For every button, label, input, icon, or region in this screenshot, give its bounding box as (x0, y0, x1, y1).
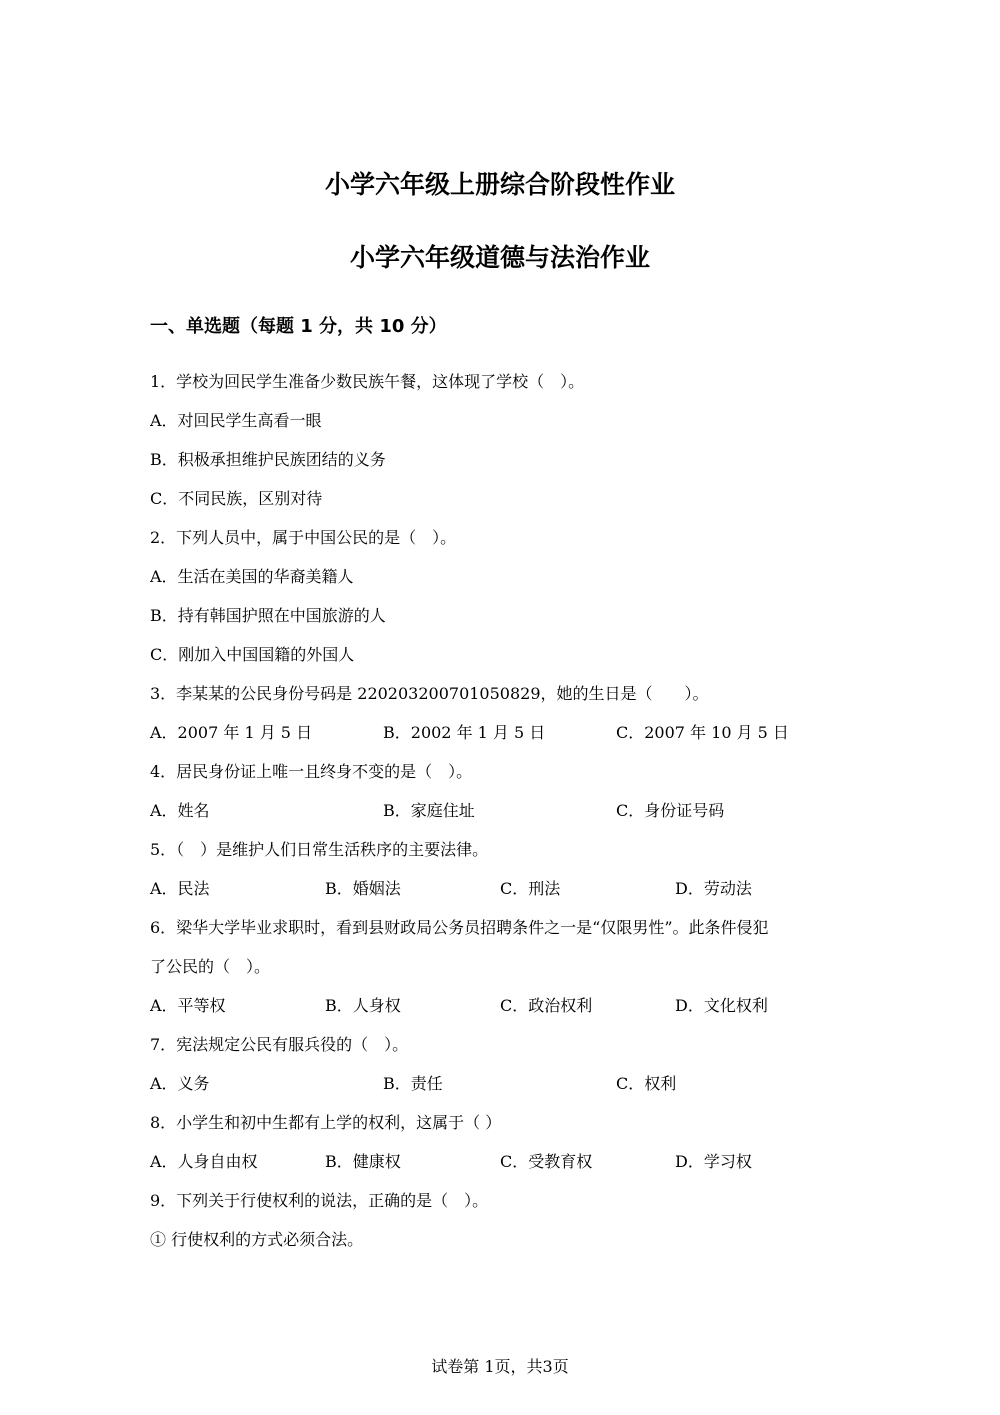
document-subtitle: 小学六年级道德与法治作业 (349, 243, 650, 272)
question-5-options (150, 874, 860, 913)
question-2-option-b: B．持有韩国护照在中国旅游的人 (150, 606, 386, 625)
question-2-option-c: C．刚加入中国国籍的外国人 (150, 645, 355, 664)
question-list (150, 367, 860, 1264)
question-5-stem: 5．（ ）是维护人们日常生活秩序的主要法律。 (150, 840, 489, 859)
question-8-stem: 8．小学生和初中生都有上学的权利，这属于（ ） (150, 1113, 502, 1132)
question-5-option-c: C．刑法 (500, 879, 561, 898)
page-footer: 试卷第 1页，共3页 (431, 1357, 569, 1376)
question-3-stem: 3．李某某的公民身份号码是 220203200701050829，她的生日是（ ）。 (150, 684, 709, 703)
question-4-option-a: A．姓名 (150, 801, 210, 820)
question-6-option-d: D．文化权利 (675, 996, 768, 1015)
question-2-stem: 2．下列人员中，属于中国公民的是（ ）。 (150, 528, 457, 547)
question-8-options (150, 1147, 860, 1186)
question-8-option-b: B．健康权 (325, 1152, 401, 1171)
question-6-option-a: A．平等权 (150, 996, 226, 1015)
question-3-option-a: A．2007 年 1 月 5 日 (150, 723, 313, 742)
question-8-option-c: C．受教育权 (500, 1152, 593, 1171)
section-heading: 一、单选题（每题 1 分，共 10 分） (150, 316, 447, 337)
question-7-option-b: B．责任 (383, 1074, 443, 1093)
question-5-option-a: A．民法 (150, 879, 210, 898)
question-6-stem-continued: 了公民的（ ）。 (150, 957, 271, 976)
question-3-options (150, 718, 860, 757)
question-2-option-a: A．生活在美国的华裔美籍人 (150, 567, 354, 586)
question-4-stem: 4．居民身份证上唯一且终身不变的是（ ）。 (150, 762, 473, 781)
question-6-stem: 6．梁华大学毕业求职时，看到县财政局公务员招聘条件之一是“仅限男性”。此条件侵犯 (150, 918, 769, 937)
question-1-option-a: A．对回民学生高看一眼 (150, 411, 322, 430)
question-4-options (150, 796, 860, 835)
question-3-option-b: B．2002 年 1 月 5 日 (383, 723, 546, 742)
question-1-stem: 1．学校为回民学生准备少数民族午餐，这体现了学校（ ）。 (150, 372, 585, 391)
question-7-options (150, 1069, 860, 1108)
question-1-option-c: C．不同民族，区别对待 (150, 489, 323, 508)
question-5-option-b: B．婚姻法 (325, 879, 401, 898)
question-3-option-c: C．2007 年 10 月 5 日 (616, 723, 789, 742)
question-4-option-b: B．家庭住址 (383, 801, 475, 820)
question-7-option-a: A．义务 (150, 1074, 210, 1093)
question-9-statement-1: ① 行使权利的方式必须合法。 (150, 1230, 364, 1249)
question-7-stem: 7．宪法规定公民有服兵役的（ ）。 (150, 1035, 409, 1054)
question-5-option-d: D．劳动法 (675, 879, 752, 898)
question-9-stem: 9．下列关于行使权利的说法，正确的是（ ）。 (150, 1191, 489, 1210)
question-8-option-a: A．人身自由权 (150, 1152, 258, 1171)
question-4-option-c: C．身份证号码 (616, 801, 725, 820)
question-6-option-c: C．政治权利 (500, 996, 593, 1015)
question-8-option-d: D．学习权 (675, 1152, 752, 1171)
question-7-option-c: C．权利 (616, 1074, 677, 1093)
document-title: 小学六年级上册综合阶段性作业 (324, 170, 675, 199)
question-1-option-b: B．积极承担维护民族团结的义务 (150, 450, 386, 469)
question-6-option-b: B．人身权 (325, 996, 401, 1015)
question-6-options (150, 991, 860, 1030)
